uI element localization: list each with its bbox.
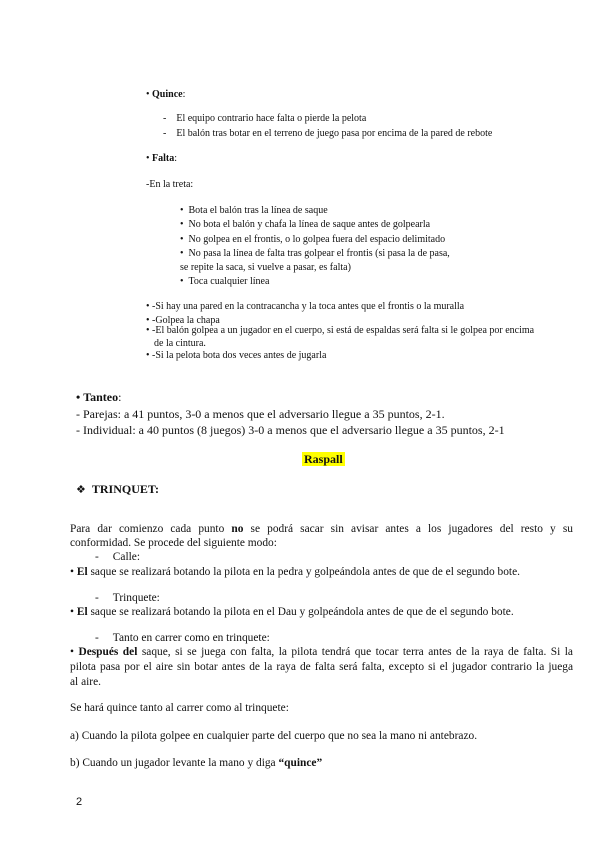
trinquete-label-line: - Trinquete: [95,592,160,604]
trinquete-rule: • El saque se realizará botando la pilota en el Dau y golpeándola antes de que de el segundo bote. [70,606,514,618]
bullet: • [76,390,81,404]
list-item: - El equipo contrario hace falta o pierde la pelota [163,113,367,124]
bullet: • [146,89,150,100]
calle-rule: • El saque se realizará botando la pilota en la pedra y golpeándola antes de que de el segundo bote. [70,566,520,578]
page-number: 2 [76,796,83,808]
list-item: • -El balón golpea a un jugador en el cuerpo, si está de espaldas será falta si le golpea por encima [146,325,535,336]
quince-rule-a: a) Cuando la pilota golpee en cualquier parte del cuerpo que no sea la mano ni antebrazo. [70,730,478,742]
list-item: • -Si hay una pared en la contracancha y la toca antes que el frontis o la muralla [146,301,465,312]
list-item: - El balón tras botar en el terreno de juego pasa por encima de la pared de rebote [163,128,493,139]
list-item: • -Golpea la chapa [146,315,220,326]
trinquet-heading: TRINQUET: [91,482,159,496]
tanteo-heading-line: • Tanteo: [76,390,122,404]
list-item: • No bota el balón y chafa la línea de saque antes de golpearla [180,219,431,230]
falta-heading: Falta [152,153,175,164]
quince-rule-b: b) Cuando un jugador levante la mano y diga “quince” [70,757,323,769]
tanteo-parejas: - Parejas: a 41 puntos, 3-0 a menos que el adversario llegue a 35 puntos, 2-1. [76,407,445,421]
quince-heading: Quince [152,89,183,100]
list-item-continuation: de la cintura. [154,338,206,349]
list-item: • No golpea en el frontis, o lo golpea fuera del espacio delimitado [180,234,446,245]
list-item: • -Si la pelota bota dos veces antes de jugarla [146,350,327,361]
quince-rule-intro: Se hará quince tanto al carrer como al trinquete: [70,702,289,714]
bullet: • [146,153,150,164]
treta-label: -En la treta: [146,179,194,190]
calle-label-line: - Calle: [95,551,140,563]
carrer-rule-line-3: al aire. [70,676,101,688]
diamond-bullet-icon: ❖ [76,483,86,496]
carrer-rule-line-2: pilota pasa por el aire sin botar antes de la raya de falta será falta, excepto si el jugador contrario la juega [70,661,573,673]
raspall-title: Raspall [304,452,343,466]
intro-line-1: Para dar comienzo cada punto no se podrá sacar sin avisar antes a los jugadores del resto y su [70,523,573,535]
carrer-label-line: - Tanto en carrer como en trinquete: [95,632,270,644]
falta-heading-line: • Falta: [146,153,178,164]
tanteo-heading: Tanteo [83,390,119,404]
carrer-rule-line-1: • Después del saque, si se juega con falta, la pilota tendrá que tocar terra antes de la raya de falta. Si la [70,646,573,658]
intro-line-2: conformidad. Se procede del siguiente modo: [70,537,277,549]
tanteo-individual: - Individual: a 40 puntos (8 juegos) 3-0 a menos que el adversario llegue a 35 puntos, 2-1 [76,423,505,437]
trinquet-heading-line [76,483,159,495]
list-item: • Bota el balón tras la línea de saque [180,205,328,216]
list-item: • Toca cualquier línea [180,276,270,287]
quince-heading-line: • Quince: [146,89,186,100]
list-item: • No pasa la línea de falta tras golpear el frontis (si pasa la de pasa, [180,248,450,259]
list-item-continuation: se repite la saca, si vuelve a pasar, es falta) [180,262,351,273]
